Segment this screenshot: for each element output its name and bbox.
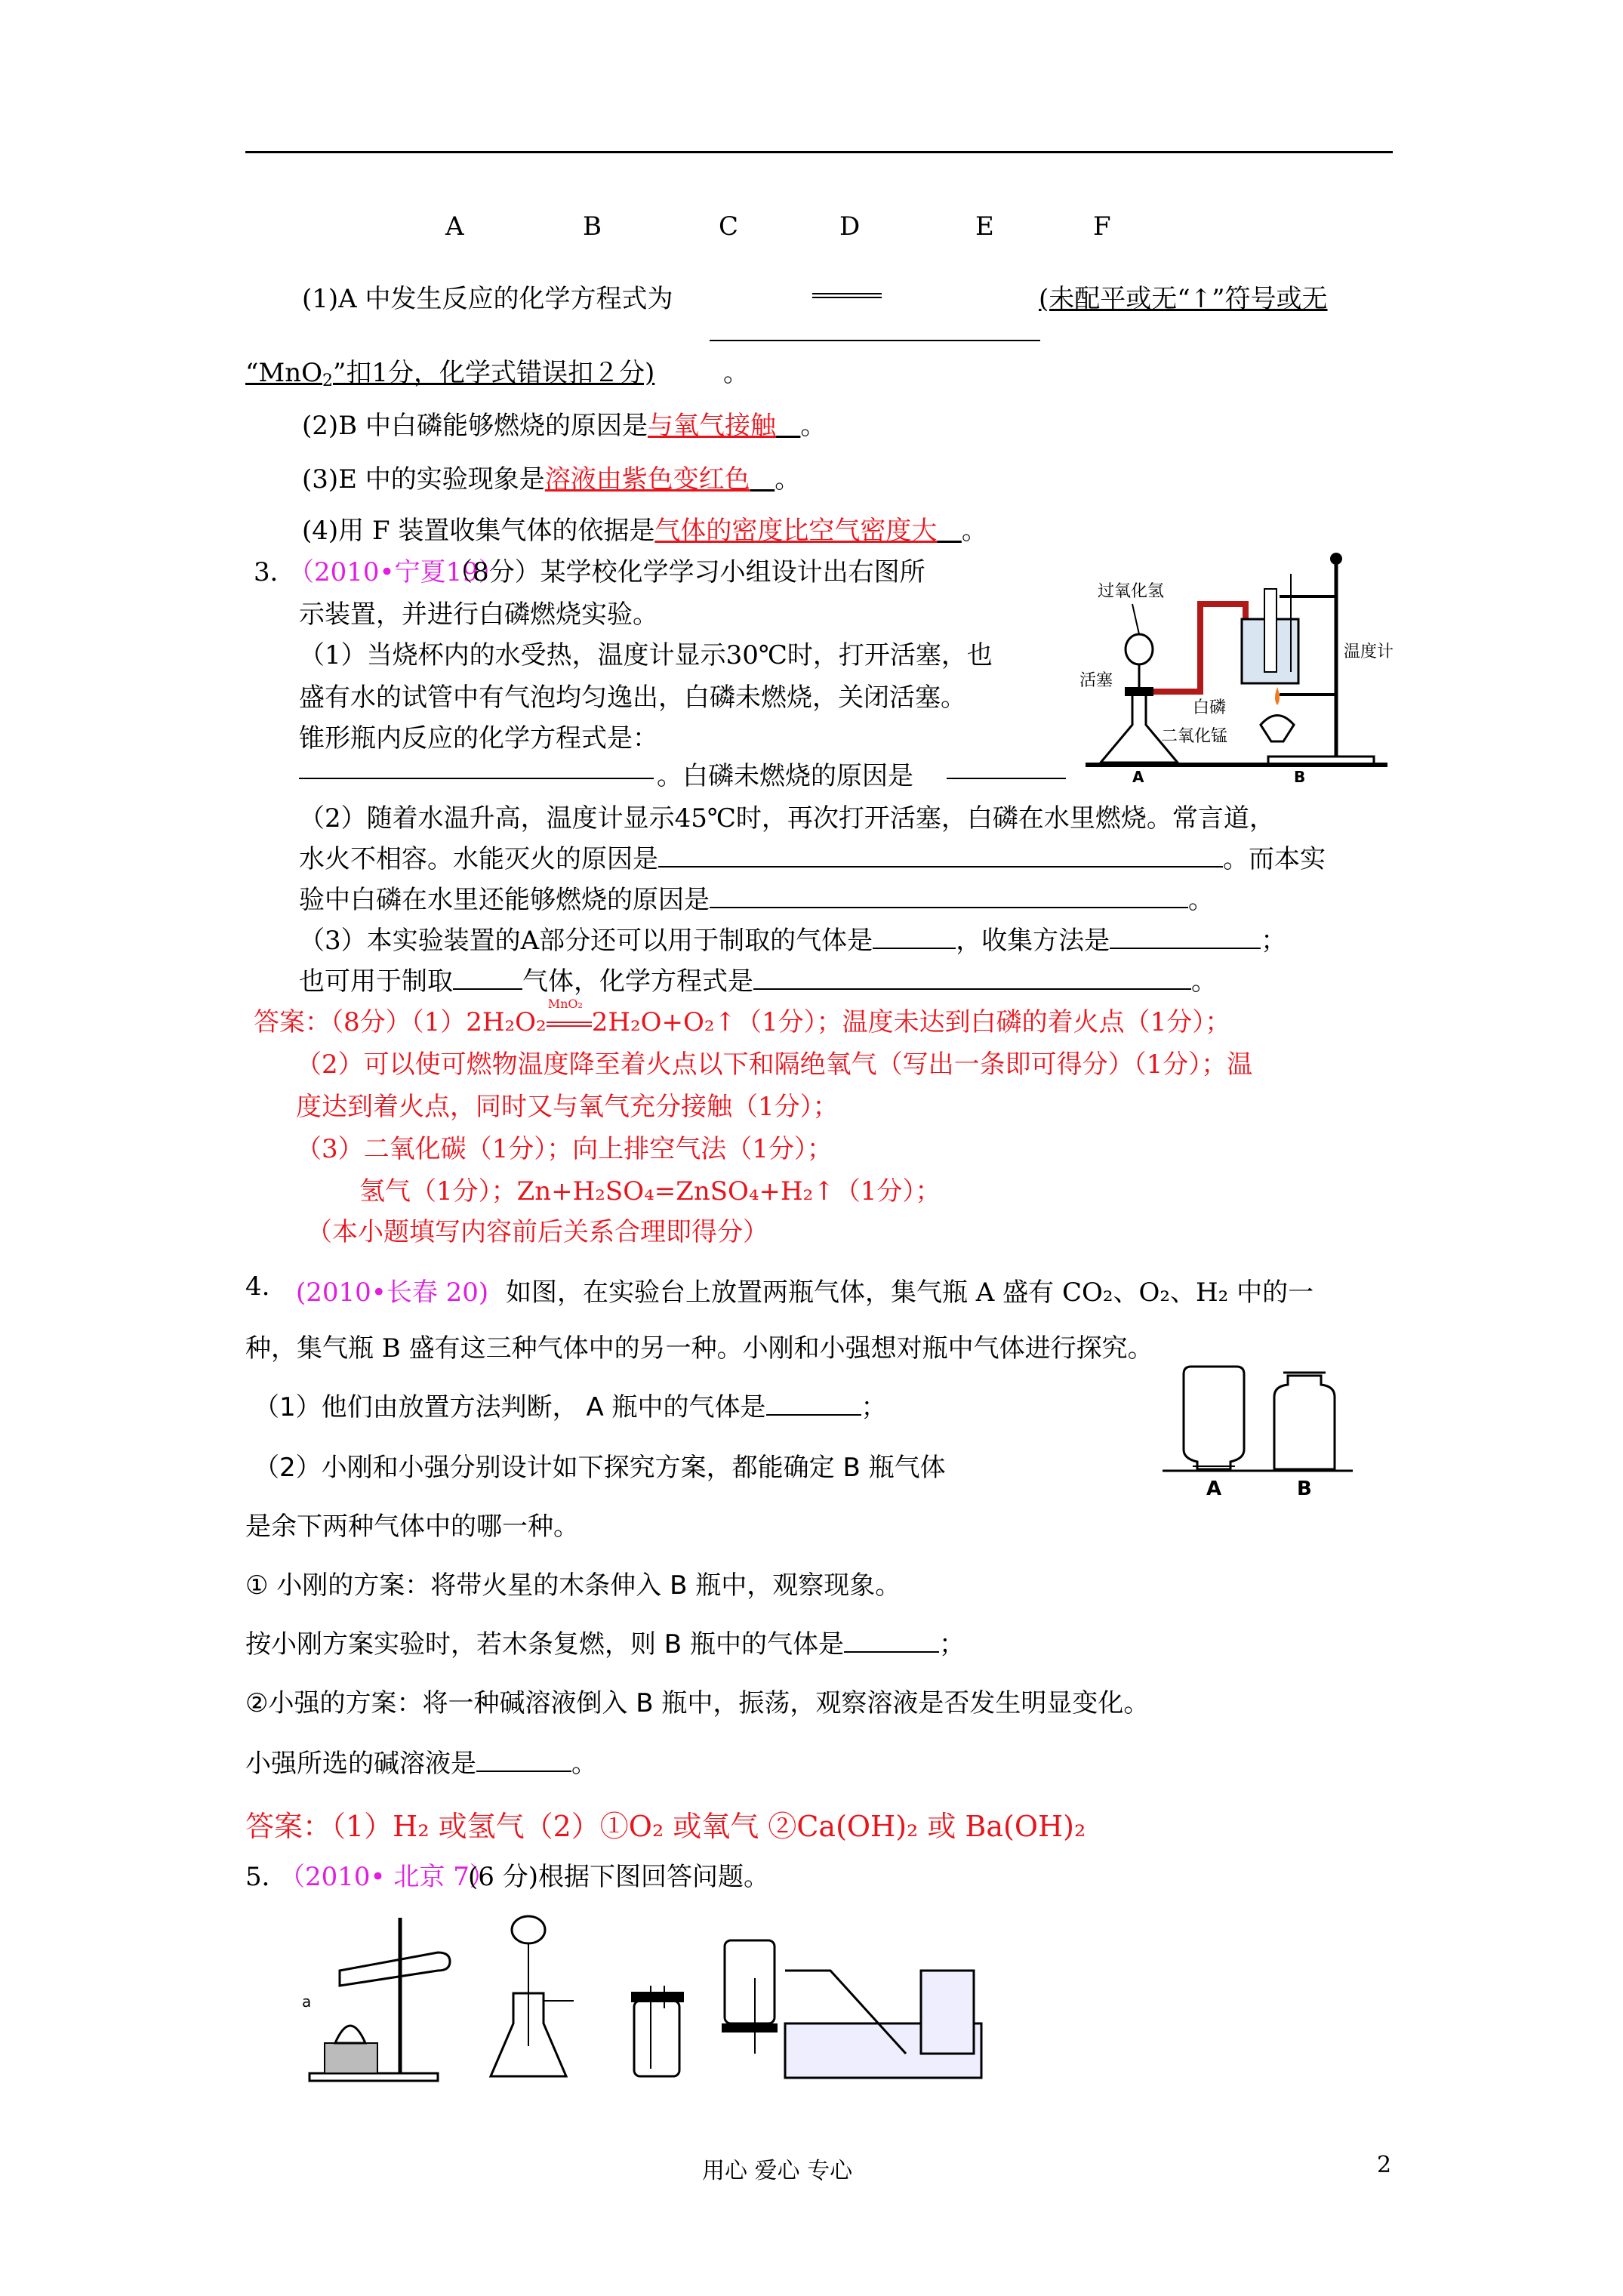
q4-line4: （2）小刚和小强分别设计如下探究方案，都能确定 B 瓶气体 <box>254 1453 946 1483</box>
label-a: A <box>1132 768 1144 785</box>
q3-answer-3: 度达到着火点，同时又与氧气充分接触（1分）； <box>296 1092 839 1122</box>
q3-line7: （2）随着水温升高，温度计显示45℃时，再次打开活塞，白磷在水里燃烧。常言道， <box>299 803 1275 834</box>
p1-note1: (未配平或无“↑”符号或无 <box>1039 284 1328 314</box>
q3-line11: 也可用于制取 气体，化学方程式是 。 <box>299 966 1217 997</box>
q3-answer-5: 氢气（1分）；Zn+H₂SO₄=ZnSO₄+H₂↑（1分）； <box>359 1176 941 1207</box>
letter-c: C <box>719 211 739 242</box>
equation-equals-sign <box>812 293 882 298</box>
label-valve: 活塞 <box>1079 671 1113 690</box>
letter-b: B <box>583 211 602 242</box>
page-number: 2 <box>1377 2152 1392 2178</box>
q4-line7: 按小刚方案实验时，若木条复燃，则 B 瓶中的气体是 ； <box>245 1629 965 1660</box>
q3-apparatus-figure <box>1079 544 1397 785</box>
q3-line3: （1）当烧杯内的水受热，温度计显示30℃时，打开活塞，也 <box>299 640 993 670</box>
q3-line10: （3）本实验装置的A部分还可以用于制取的气体是 ，收集方法是 ； <box>299 926 1287 956</box>
q4-source: (2010•长春 20) <box>296 1277 489 1308</box>
q3-blank-reason <box>947 778 1066 779</box>
q4-line6: ① 小刚的方案：将带火星的木条伸入 B 瓶中，观察现象。 <box>245 1570 901 1601</box>
q3-line8: 水火不相容。水能灭火的原因是 。而本实 <box>299 844 1326 874</box>
q4-num: 4. <box>245 1271 270 1302</box>
q5-source: （2010• 北京 7） <box>279 1862 495 1892</box>
q4-line8: ②小强的方案：将一种碱溶液倒入 B 瓶中，振荡，观察溶液是否发生明显变化。 <box>245 1688 1150 1718</box>
q3-line6: 。白磷未燃烧的原因是 <box>657 761 913 791</box>
p1-prefix: (1)A 中发生反应的化学方程式为 <box>302 284 673 314</box>
p1-note2: “MnO$_2$”扣1分，化学式错误扣２分) <box>245 358 655 390</box>
label-thermometer: 温度计 <box>1344 643 1394 661</box>
letter-a: A <box>445 211 464 242</box>
q3-line1: （8分）某学校化学学习小组设计出右图所 <box>447 557 925 587</box>
p2-prefix: (2)B 中白磷能够燃烧的原因是与氧气接触 。 <box>302 411 827 441</box>
q3-line2: 示装置，并进行白磷燃烧实验。 <box>299 599 658 630</box>
letter-f: F <box>1093 211 1111 242</box>
footer-motto: 用心 爱心 专心 <box>702 2158 853 2184</box>
q5-num: 5． <box>245 1862 288 1892</box>
q3-source: （2010•宁夏19） <box>288 557 504 587</box>
p3-prefix: (3)E 中的实验现象是溶液由紫色变红色 。 <box>302 464 801 495</box>
jar-b-label: B <box>1297 1478 1312 1500</box>
q3-answer-2: （2）可以使可燃物温度降至着火点以下和隔绝氧气（写出一条即可得分）（1分）；温 <box>296 1049 1253 1080</box>
q3-answer-1: 答案：（8分）（1）2H₂O₂ MnO₂ 2H₂O+O₂↑（1分）；温度未达到白磷的着火点（1分）； <box>254 997 1231 1037</box>
q3-answer-6: （本小题填写内容前后关系合理即得分） <box>306 1217 768 1247</box>
q5-apparatus-figure <box>302 1910 1072 2091</box>
q4-line1: 如图，在实验台上放置两瓶气体，集气瓶 A 盛有 CO₂、O₂、H₂ 中的一 <box>506 1277 1314 1308</box>
letter-e: E <box>975 211 994 242</box>
q5-line1: (6 分)根据下图回答问题。 <box>468 1862 769 1892</box>
q4-line9: 小强所选的碱溶液是 。 <box>245 1749 597 1779</box>
q4-line3: （1）他们由放置方法判断， A 瓶中的气体是 ； <box>254 1392 887 1422</box>
p2-answer: 与氧气接触 <box>647 411 776 441</box>
label-mno2: 二氧化锰 <box>1161 727 1228 746</box>
label-a: a <box>302 1992 312 2011</box>
q3-line9: 验中白磷在水里还能够燃烧的原因是 。 <box>299 885 1214 915</box>
label-b: B <box>1294 768 1306 785</box>
p3-answer: 溶液由紫色变红色 <box>544 464 750 495</box>
p4-answer: 气体的密度比空气密度大 <box>654 516 938 546</box>
label-h2o2: 过氧化氢 <box>1098 582 1165 601</box>
header-rule <box>245 151 1393 153</box>
jar-a-label: A <box>1206 1478 1222 1500</box>
q4-answer: 答案：（1）H₂ 或氢气（2）①O₂ 或氧气 ②Ca(OH)₂ 或 Ba(OH)₂ <box>245 1810 1086 1843</box>
q4-line5: 是余下两种气体中的哪一种。 <box>245 1512 579 1542</box>
p1-answer-line <box>710 340 1040 341</box>
q4-line2: 种，集气瓶 B 盛有这三种气体中的另一种。小刚和小强想对瓶中气体进行探究。 <box>245 1333 1153 1364</box>
letter-d: D <box>839 211 861 242</box>
q3-blank-equation <box>299 778 654 779</box>
q3-num: 3． <box>254 557 296 587</box>
q3-answer-4: （3）二氧化碳（1分）；向上排空气法（1分）； <box>296 1134 833 1164</box>
p4-prefix: (4)用 F 装置收集气体的依据是气体的密度比空气密度大 。 <box>302 516 987 546</box>
q3-line4: 盛有水的试管中有气泡均匀逸出，白磷未燃烧，关闭活塞。 <box>299 683 966 713</box>
q3-line5: 锥形瓶内反应的化学方程式是： <box>299 723 658 754</box>
p1-end: 。 <box>723 358 749 388</box>
q4-gas-jars-figure <box>1155 1359 1359 1502</box>
label-white-phosphorus: 白磷 <box>1193 698 1227 717</box>
